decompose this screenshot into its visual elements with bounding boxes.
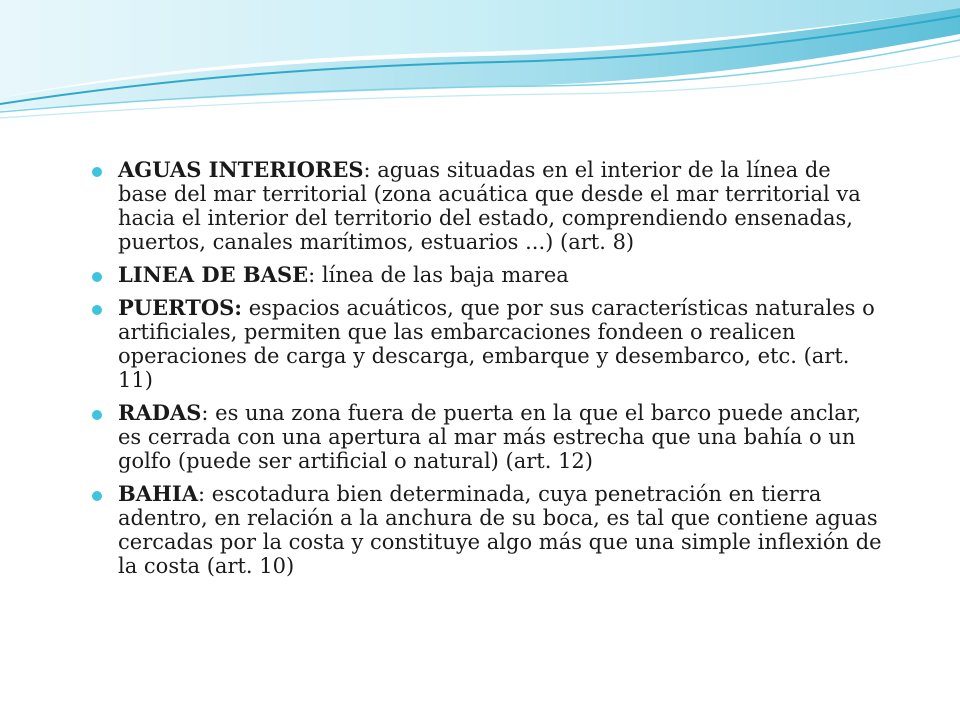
- item-term: LINEA DE BASE: [118, 262, 309, 287]
- item-term: RADAS: [118, 400, 202, 425]
- bullet-icon: [92, 305, 102, 315]
- list-item: [92, 482, 882, 578]
- list-item: [92, 296, 882, 392]
- item-text: : escotadura bien determinada, cuya penetración en tierra adentro, en relación a la anchura de su boca, es tal que contiene aguas cercadas por la costa y constituye algo más que una simple inflexión de la costa (art. 10): [118, 482, 882, 578]
- item-term: PUERTOS:: [118, 295, 243, 320]
- slide-content: [92, 158, 882, 587]
- list-item: [92, 401, 882, 473]
- wave-header-decoration: [0, 0, 960, 130]
- item-term: AGUAS INTERIORES: [118, 157, 364, 182]
- bullet-icon: [92, 167, 102, 177]
- bullet-icon: [92, 410, 102, 420]
- item-text: : es una zona fuera de puerta en la que el barco puede anclar, es cerrada con una apertura al mar más estrecha que una bahía o un golfo (puede ser artificial o natural) (art. 12): [118, 401, 862, 473]
- list-item: [92, 263, 882, 287]
- bullet-icon: [92, 272, 102, 282]
- item-text: espacios acuáticos, que por sus características naturales o artificiales, permiten que las embarcaciones fondeen o realicen operaciones de carga y descarga, embarque y desembarco, etc. (art. 11): [118, 296, 875, 392]
- item-term: BAHIA: [118, 481, 199, 506]
- list-item: [92, 158, 882, 254]
- item-text: : línea de las baja marea: [308, 263, 569, 287]
- bullet-icon: [92, 491, 102, 501]
- item-text: : aguas situadas en el interior de la línea de base del mar territorial (zona acuática que desde el mar territorial va hacia el interior del territorio del estado, comprendiendo ensenadas, puertos, canales marítimos, estuarios ...) (art. 8): [118, 158, 861, 254]
- bullet-list: [92, 158, 882, 578]
